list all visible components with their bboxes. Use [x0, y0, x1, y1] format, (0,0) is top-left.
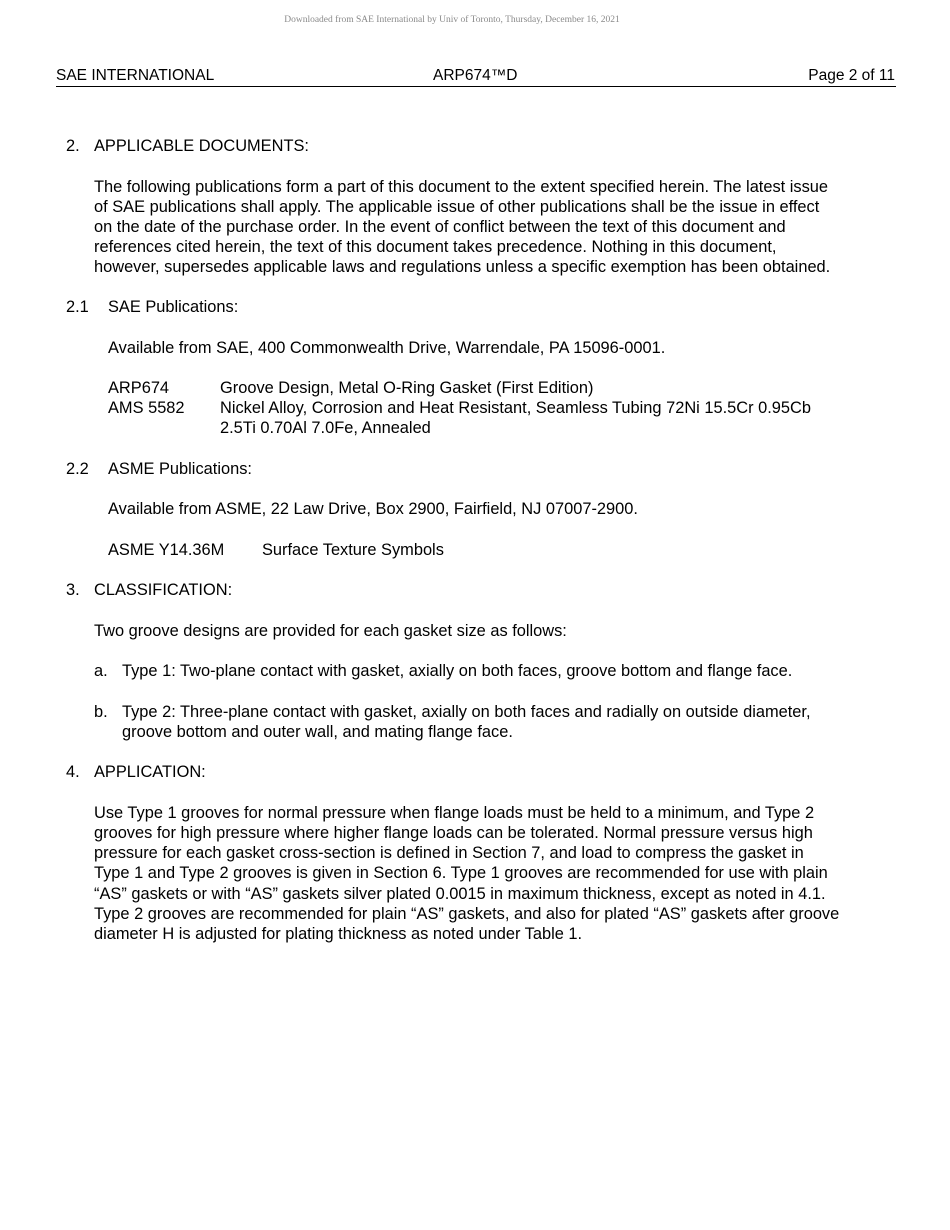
section-4-line: Use Type 1 grooves for normal pressure when flange loads must be held to a minimum, and Type 2 [94, 804, 815, 822]
section-4-number: 4. [66, 763, 80, 781]
list-item-text: groove bottom and outer wall, and mating flange face. [122, 723, 513, 741]
section-3-number: 3. [66, 581, 80, 599]
reference-code: ASME Y14.36M [108, 541, 225, 559]
section-2-heading: APPLICABLE DOCUMENTS: [94, 137, 309, 155]
section-2-line: on the date of the purchase order. In the event of conflict between the text of this document and [94, 218, 786, 236]
header-organization: SAE INTERNATIONAL [56, 67, 215, 84]
reference-title: Groove Design, Metal O-Ring Gasket (First Edition) [220, 379, 594, 397]
download-watermark: Downloaded from SAE International by Univ of Toronto, Thursday, December 16, 2021 [284, 15, 620, 25]
running-header [56, 66, 896, 87]
section-2-line: references cited herein, the text of this document takes precedence. Nothing in this document, [94, 238, 777, 256]
section-2-number: 2. [66, 137, 80, 155]
list-item-marker: a. [94, 662, 108, 680]
reference-title: Nickel Alloy, Corrosion and Heat Resistant, Seamless Tubing 72Ni 15.5Cr 0.95Cb [220, 399, 811, 417]
reference-title-continued: 2.5Ti 0.70Al 7.0Fe, Annealed [220, 419, 431, 437]
reference-code: AMS 5582 [108, 399, 185, 417]
section-2-line: however, supersedes applicable laws and regulations unless a specific exemption has been obtained. [94, 258, 831, 276]
reference-code: ARP674 [108, 379, 170, 397]
section-4-line: diameter H is adjusted for plating thickness as noted under Table 1. [94, 925, 583, 943]
list-item-text: Type 2: Three-plane contact with gasket, axially on both faces and radially on outside diameter, [122, 703, 811, 721]
list-item-text: Type 1: Two-plane contact with gasket, axially on both faces, groove bottom and flange face. [122, 662, 793, 680]
section-4-line: “AS” gaskets or with “AS” gaskets silver plated 0.0015 in maximum thickness, except as noted in 4.1. [94, 885, 826, 903]
section-2-line: The following publications form a part of this document to the extent specified herein. The latest issue [94, 178, 829, 196]
section-2-1-heading: SAE Publications: [108, 298, 239, 316]
section-2-line: of SAE publications shall apply. The applicable issue of other publications shall be the issue in effect [94, 198, 820, 216]
section-4-line: pressure for each gasket cross-section is defined in Section 7, and load to compress the gasket in [94, 844, 804, 862]
list-item-marker: b. [94, 703, 108, 721]
section-4-heading: APPLICATION: [94, 763, 206, 781]
section-2-1-number: 2.1 [66, 298, 89, 316]
sae-availability: Available from SAE, 400 Commonwealth Drive, Warrendale, PA 15096-0001. [108, 339, 666, 357]
section-4-line: Type 1 and Type 2 grooves is given in Section 6. Type 1 grooves are recommended for use with plain [94, 864, 828, 882]
section-4-line: grooves for high pressure where higher flange loads can be tolerated. Normal pressure versus high [94, 824, 813, 842]
reference-title: Surface Texture Symbols [262, 541, 444, 559]
header-page-number: Page 2 of 11 [808, 67, 895, 84]
classification-intro: Two groove designs are provided for each gasket size as follows: [94, 622, 567, 640]
header-document-id: ARP674™D [433, 67, 518, 84]
asme-availability: Available from ASME, 22 Law Drive, Box 2900, Fairfield, NJ 07007-2900. [108, 500, 638, 518]
section-2-2-heading: ASME Publications: [108, 460, 252, 478]
section-3-heading: CLASSIFICATION: [94, 581, 233, 599]
section-2-2-number: 2.2 [66, 460, 89, 478]
section-4-line: Type 2 grooves are recommended for plain “AS” gaskets, and also for plated “AS” gaskets after groove [94, 905, 840, 923]
